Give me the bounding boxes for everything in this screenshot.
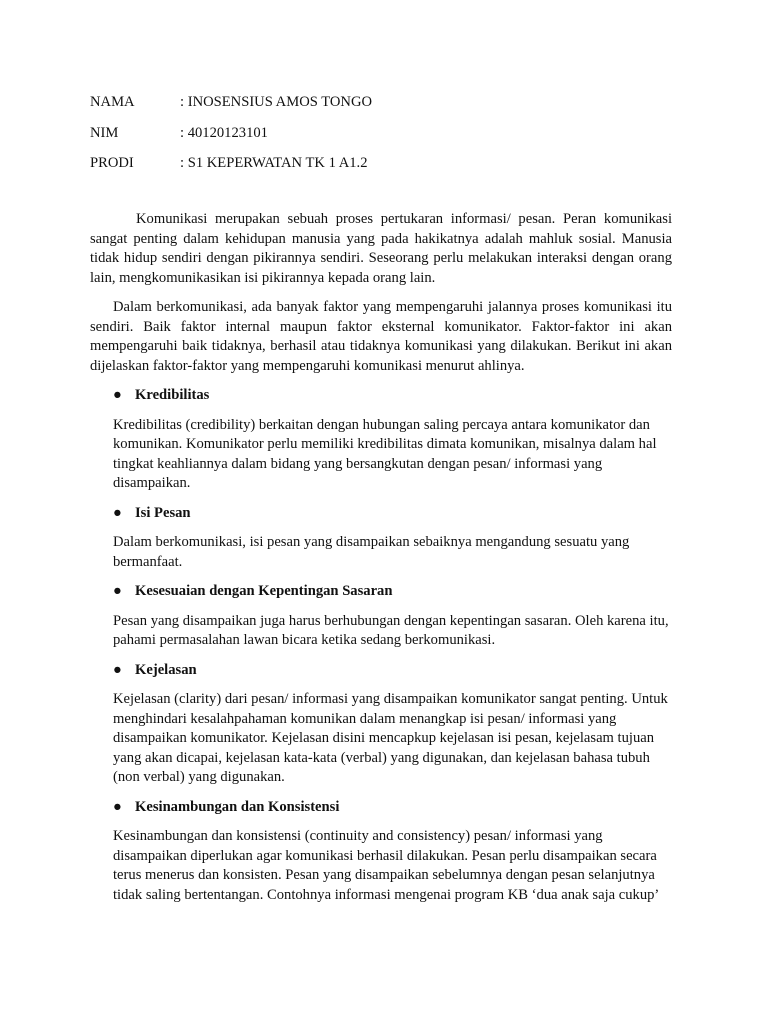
section-heading-text: Kejelasan bbox=[135, 661, 197, 678]
student-identity-block bbox=[90, 93, 690, 185]
identity-value: : 40120123101 bbox=[180, 124, 268, 141]
identity-row-nama bbox=[90, 93, 690, 113]
identity-value: : INOSENSIUS AMOS TONGO bbox=[180, 94, 373, 110]
section-heading-text: Kredibilitas bbox=[135, 387, 210, 403]
identity-label: NIM bbox=[90, 124, 119, 141]
section-heading bbox=[90, 504, 672, 524]
section-heading-text: Kesinambungan dan Konsistensi bbox=[135, 798, 340, 815]
section-isi-pesan bbox=[90, 504, 672, 573]
section-body: Kredibilitas (credibility) berkaitan dengan hubungan saling percaya antara komunikator dan komunikan. Komunikator perlu memiliki kredibilitas dimata komunikan, misalnya dalam hal tingkat keahliannya dalam bidang yang bersangkutan dengan pesan/ informasi yang disampaikan. bbox=[113, 416, 657, 491]
section-body: Pesan yang disampaikan juga harus berhubungan dengan kepentingan sasaran. Oleh karena itu, pahami permasalahan lawan bicara ketika sedang berkomunikasi. bbox=[113, 612, 669, 648]
bullet-icon: ● bbox=[113, 798, 122, 815]
identity-label: NAMA bbox=[90, 94, 135, 110]
section-heading bbox=[90, 582, 672, 602]
bullet-icon: ● bbox=[113, 583, 122, 599]
section-body: Kesinambungan dan konsistensi (continuity and consistency) pesan/ informasi yang disampaikan diperlukan agar komunikasi berhasil dilakukan. Pesan perlu disampaikan secara terus menerus dan konsisten. Pesan yang disampaikan sebelumnya dengan pesan selanjutnya tidak saling bertentangan. Contohnya informasi mengenai program KB ‘dua anak saja cukup’ bbox=[113, 828, 660, 903]
section-kesinambungan bbox=[90, 798, 672, 906]
section-heading bbox=[90, 661, 672, 681]
section-heading bbox=[90, 798, 672, 818]
section-heading-text: Kesesuaian dengan Kepentingan Sasaran bbox=[135, 583, 393, 599]
section-body: Kejelasan (clarity) dari pesan/ informasi yang disampaikan komunikator sangat penting. Untuk menghindari kesalahpahaman komunikan dalam menangkap isi pesan/ informasi yang disampaikan komunikator. Kejelasan disini mencapkup kejelasan isi pesan, kejelasam tujuan yang akan dicapai, kejelasan kata-kata (verbal) yang digunakan, dan kejelasan bahasa tubuh (non verbal) yang digunakan. bbox=[113, 691, 668, 785]
section-kesesuaian bbox=[90, 582, 672, 651]
section-kredibilitas bbox=[90, 386, 672, 494]
identity-row-nim bbox=[90, 124, 690, 144]
document-body bbox=[90, 210, 672, 915]
bullet-icon: ● bbox=[113, 504, 122, 521]
identity-label: PRODI bbox=[90, 155, 134, 172]
section-heading-text: Isi Pesan bbox=[135, 504, 191, 521]
section-heading bbox=[90, 386, 672, 406]
section-kejelasan bbox=[90, 661, 672, 788]
intro-paragraph: Dalam berkomunikasi, ada banyak faktor yang mempengaruhi jalannya proses komunikasi itu sendiri. Baik faktor internal maupun faktor eksternal komunikator. Faktor-faktor ini akan mempengaruhi baik tidaknya, berhasil atau tidaknya komunikasi yang dilakukan. Berikut ini akan dijelaskan faktor-faktor yang mempengaruhi komunikasi menurut ahlinya. bbox=[90, 299, 672, 374]
intro-paragraph: Komunikasi merupakan sebuah proses pertukaran informasi/ pesan. Peran komunikasi sangat penting dalam kehidupan manusia yang pada hakikatnya adalah mahluk sosial. Manusia tidak hidup sendiri dengan pikirannya sendiri. Seseorang perlu melakukan interaksi dengan orang lain, mengkomunikasikan isi pikirannya kepada orang lain. bbox=[90, 211, 672, 286]
bullet-icon: ● bbox=[113, 661, 122, 678]
identity-row-prodi bbox=[90, 154, 690, 174]
identity-value: : S1 KEPERWATAN TK 1 A1.2 bbox=[180, 155, 368, 172]
section-body: Dalam berkomunikasi, isi pesan yang disampaikan sebaiknya mengandung sesuatu yang bermanfaat. bbox=[113, 534, 630, 570]
bullet-icon: ● bbox=[113, 387, 122, 403]
